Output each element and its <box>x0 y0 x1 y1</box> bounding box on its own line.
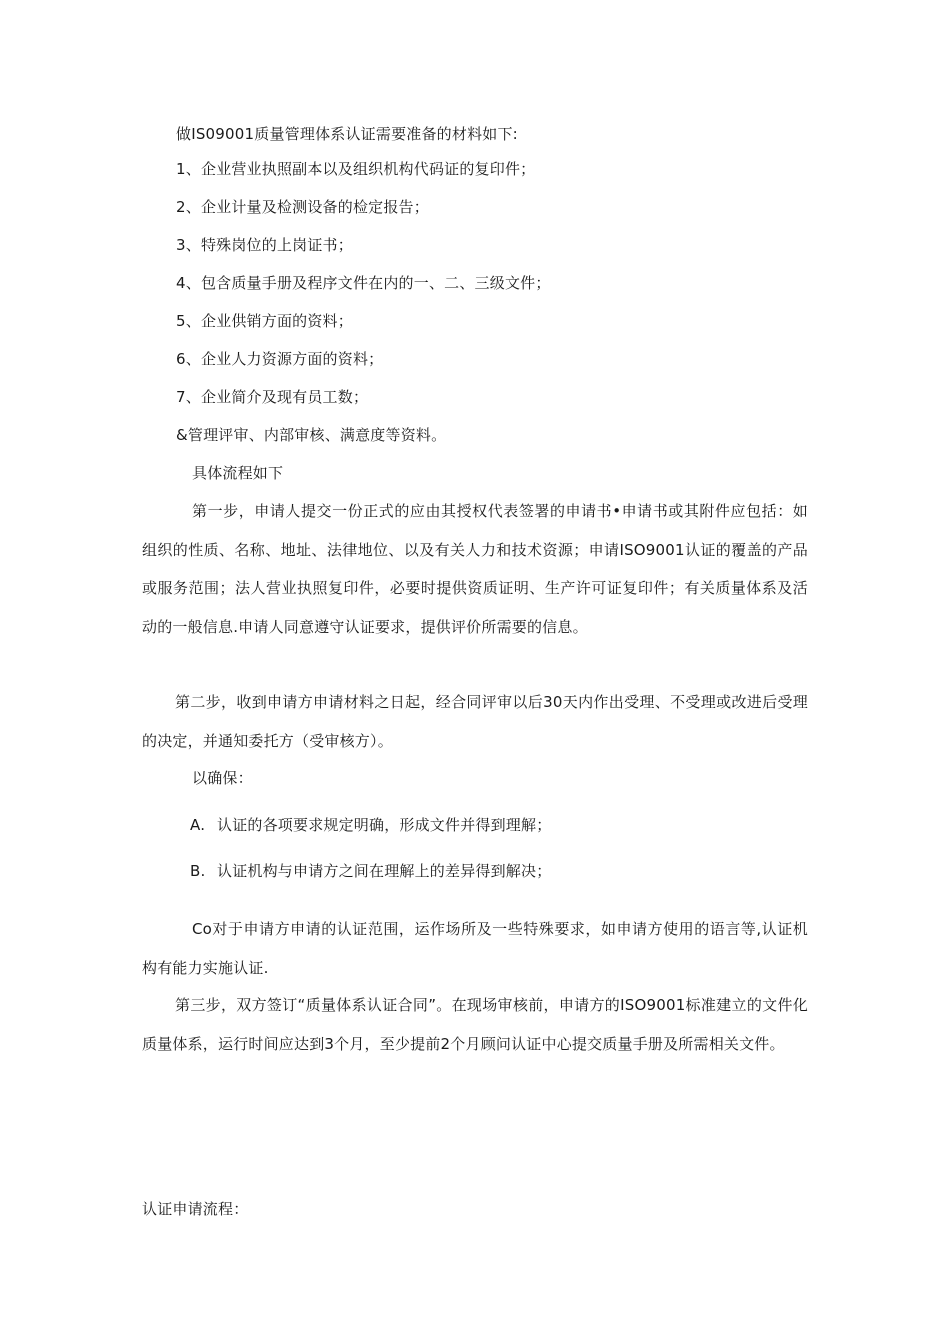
material-item-3: 3、特殊岗位的上岗证书； <box>176 236 353 254</box>
step-3-paragraph: 第三步，双方签订“质量体系认证合同”。在现场审核前，申请方的ISO9001标准建立的文件化质量体系，运行时间应达到3个月，至少提前2个月顾问认证中心提交质量手册及所需相关文件。 <box>142 996 808 1053</box>
material-item-7: 7、企业简介及现有员工数； <box>176 388 369 406</box>
material-item-6: 6、企业人力资源方面的资料； <box>176 350 384 368</box>
process-heading: 具体流程如下 <box>192 464 284 482</box>
ensure-item-a <box>190 815 551 835</box>
ensure-item-b <box>190 861 551 881</box>
ensure-heading: 以确保： <box>192 769 253 787</box>
material-item-4: 4、包含质量手册及程序文件在内的一、二、三级文件； <box>176 274 551 292</box>
material-item-5: 5、企业供销方面的资料； <box>176 312 353 330</box>
material-item-2: 2、企业计量及检测设备的检定报告； <box>176 198 429 216</box>
material-item-1: 1、企业营业执照副本以及组织机构代码证的复印件； <box>176 160 536 178</box>
ensure-item-c-paragraph: Co对于申请方申请的认证范围，运作场所及一些特殊要求，如申请方使用的语言等,认证机构有能力实施认证. <box>142 920 808 977</box>
step-2-paragraph: 第二步，收到申请方申请材料之日起，经合同评审以后30天内作出受理、不受理或改进后受理的决定，并通知委托方（受审核方）。 <box>142 693 808 750</box>
ensure-item-b-text: 认证机构与申请方之间在理解上的差异得到解决； <box>217 862 552 880</box>
intro-line: 做IS09001质量管理体系认证需要准备的材料如下: <box>176 125 518 143</box>
ensure-item-a-text: 认证的各项要求规定明确，形成文件并得到理解； <box>217 816 552 834</box>
footer-heading: 认证申请流程： <box>142 1200 249 1218</box>
ensure-item-b-letter: B. <box>190 862 206 880</box>
material-item-8: &管理评审、内部审核、满意度等资料。 <box>176 426 447 444</box>
step-1-paragraph: 第一步，申请人提交一份正式的应由其授权代表签署的申请书•申请书或其附件应包括：如组织的性质、名称、地址、法律地位、以及有关人力和技术资源；申请ISO9001认证的覆盖的产品或服务范围；法人营业执照复印件，必要时提供资质证明、生产许可证复印件；有关质量体系及活动的一般信息.申请人同意遵守认证要求，提供评价所需要的信息。 <box>142 502 808 636</box>
ensure-item-a-letter: A. <box>190 816 206 834</box>
